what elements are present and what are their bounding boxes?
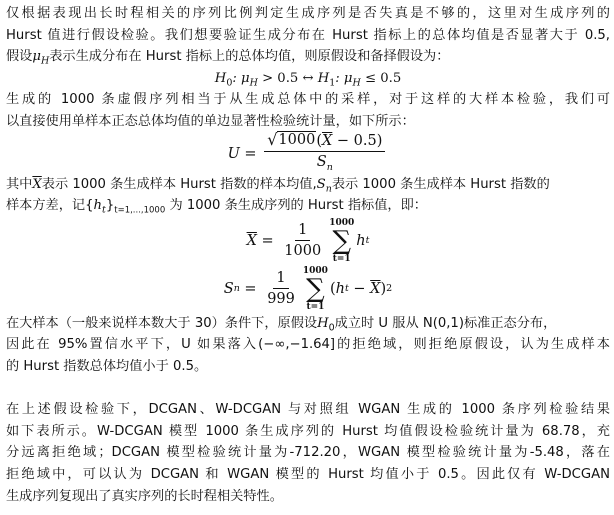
hypothesis-line [6, 68, 610, 90]
sn-inline-sub: n [325, 183, 332, 195]
u-fraction [264, 131, 385, 177]
sum-upper: 1000 [302, 265, 328, 276]
sn-num: 1 [273, 269, 288, 289]
text-fragment: 其中 [6, 176, 33, 192]
paragraph-5-line-3: 分远离拒绝域；DCGAN 模型检验统计量为-712.20，WGAN 模型检验统计量为-5.48，落在 [6, 445, 610, 461]
sum-lower: t=1 [332, 253, 351, 264]
sn-lhs: S [223, 280, 234, 297]
text-fragment: 为 1000 条生成序列的 Hurst 指标值，即： [165, 198, 427, 214]
paragraph-5-line-2: 如下表所示。W-DCGAN 模型 1000 条生成序列的 Hurst 均值假设检验统计量为 68.78，充 [6, 423, 610, 439]
u-numerator [264, 131, 385, 152]
u-xbar: $\overline{X}$ [321, 133, 333, 150]
index-range: t=1,...,1000 [114, 205, 166, 216]
text-fragment: } [105, 198, 115, 214]
paragraph-5-line-4: 拒绝域中，可以认为 DCGAN 和 WGAN 模型的 Hurst 均值小于 0.5。因此仅有 W-DCGAN [6, 466, 610, 482]
sn-inline: S [316, 176, 326, 192]
paragraph-5-line-1: 在上述假设检验下，DCGAN、W-DCGAN 与对照组 WGAN 生成的 1000 条序列检验结果 [6, 402, 610, 418]
sn-fraction [264, 269, 298, 308]
sum-lower: t=1 [306, 301, 325, 312]
h1-mu: : μ [335, 70, 353, 86]
u-lhs: U [227, 146, 240, 163]
xbar-den: 1000 [284, 243, 322, 260]
xbar-sum [329, 218, 354, 264]
h0-inline-sub: 0 [328, 322, 335, 334]
xbar-num: 1 [295, 221, 310, 241]
symbol-mu-sub: H [40, 55, 50, 67]
paragraph-1-line-1: 仅根据表现出长时程相关的序列比例判定生成序列是否失真是不够的，这里对生成序列的 [6, 6, 610, 21]
formula-u [6, 130, 610, 176]
sn-open: ( [329, 280, 336, 297]
sn-minus: − [348, 280, 371, 297]
paragraph-1-line-3 [6, 46, 610, 68]
h1-mu-sub: H [352, 77, 361, 89]
paragraph-2-line-1: 生成的 1000 条虚假序列相当于从生成总体中的采样，对于这样的大样本检验，我们可 [6, 92, 610, 108]
sqrt-sign: √ [267, 130, 278, 150]
ht-inline: h [93, 198, 103, 214]
u-sqrt-arg: 1000 [278, 132, 316, 149]
sn-square: 2 [386, 283, 393, 295]
sn-sum [303, 266, 328, 312]
paragraph-gap [6, 378, 610, 400]
text-fragment: 在大样本（一般来说样本数大于 30）条件下，原假设 [6, 315, 318, 331]
text-fragment: 假设 [6, 49, 33, 65]
h0-symbol: H [214, 70, 227, 86]
sum-sign: ∑ [306, 273, 325, 304]
symbol-mu: μ [32, 49, 41, 65]
sum-upper: 1000 [329, 217, 355, 228]
sum-sign: ∑ [332, 225, 351, 256]
u-eq: = [239, 146, 262, 163]
sn-lhs-sub: n [233, 283, 240, 295]
h0-relation: > 0.5 ↔ [257, 70, 318, 86]
paragraph-4-line-1 [6, 313, 610, 335]
h1-sub: 1 [329, 77, 336, 89]
text-fragment: 成立时 U 服从 N(0,1)标准正态分布， [334, 315, 557, 331]
h1-symbol: H [317, 70, 330, 86]
formula-sn [6, 265, 610, 313]
xbar-inline: $\overline{X}$ [32, 176, 42, 192]
h0-inline: H [317, 315, 329, 331]
text-fragment: 样本方差，记{ [6, 198, 94, 214]
paragraph-5-line-5: 生成序列复现出了真实序列的长时程相关特性。 [6, 488, 283, 504]
h1-relation: ≤ 0.5 [360, 70, 402, 86]
sn-close: ) [380, 280, 387, 297]
u-den-s: S [316, 154, 327, 171]
xbar-term: h [356, 232, 366, 249]
text-fragment: 表示 1000 条生成样本 Hurst 指数的 [331, 176, 550, 192]
ht-inline-sub: t [102, 204, 106, 216]
paragraph-3-line-2 [6, 195, 610, 217]
sn-eq: = [239, 280, 262, 297]
h0-sub: 0 [226, 77, 233, 89]
sn-h: h [335, 280, 345, 297]
u-sqrt [267, 131, 316, 148]
xbar-eq: = [256, 232, 279, 249]
paragraph-2-line-2: 以直接使用单样本正态总体均值的单边显著性检验统计量，如下所示： [6, 113, 415, 129]
formula-xbar [6, 217, 610, 265]
xbar-fraction [281, 221, 324, 260]
text-fragment: 表示 1000 条生成样本 Hurst 指数的样本均值, [41, 176, 317, 192]
xbar-lhs: $\overline{X}$ [246, 232, 257, 249]
text-fragment: 表示生成分布在 Hurst 指标上的总体均值，则原假设和备择假设为： [49, 49, 450, 65]
paragraph-4-line-2: 因此在 95%置信水平下，U 如果落入(−∞,−1.64]的拒绝域，则拒绝原假设，认为生成样本 [6, 337, 610, 353]
paragraph-1-line-2: Hurst 值进行假设检验。我们想要验证生成分布在 Hurst 指标上的总体均值是否显著大于 0.5, [6, 27, 610, 43]
h0-mu-sub: H [249, 77, 258, 89]
xbar-term-sub: t [365, 235, 370, 247]
sn-h-sub: t [344, 283, 349, 295]
paragraph-3-line-1 [6, 174, 610, 196]
u-den-sub: n [326, 162, 333, 174]
u-open: ( [316, 133, 322, 150]
h0-mu: : μ [232, 70, 250, 86]
sn-xbar: $\overline{X}$ [370, 280, 381, 297]
sn-den: 999 [267, 291, 295, 308]
u-minus: − 0.5) [332, 133, 383, 150]
paragraph-4-line-3: 的 Hurst 指数总体均值小于 0.5。 [6, 358, 208, 374]
